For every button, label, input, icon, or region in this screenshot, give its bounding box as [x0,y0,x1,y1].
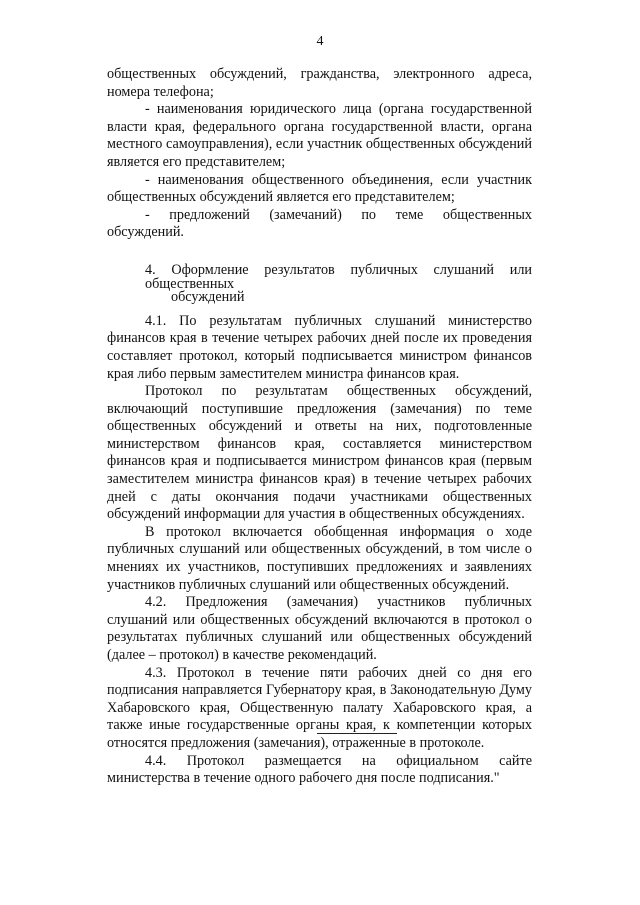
section-heading [107,261,532,306]
paragraph-continuation: общественных обсуждений, гражданства, электронного адреса, номера телефона; [107,66,532,100]
paragraph-4-1: 4.1. По результатам публичных слушаний министерство финансов края в течение четырех рабочих дней после их проведения составляет протокол, который подписывается министром финансов края либо первым заместителем министра финансов края. [107,312,532,382]
paragraph-4-3: 4.3. Протокол в течение пяти рабочих дней со дня его подписания направляется Губернатору края, в Законодательную Думу Хабаровского края, Общественную палату Хабаровского края, а также иные государственные органы края, к компетенции которых относятся предложения (замечания), отраженные в протоколе. [107,664,532,751]
document-body [107,66,532,788]
end-divider [317,733,397,734]
paragraph-protocol-content: В протокол включается обобщенная информация о ходе публичных слушаний или общественных обсуждений, в том числе о мнениях их участников, поступивших предложениях и заявлениях участников публичных слушаний или общественных обсуждений. [107,523,532,593]
list-item-legal-entity: - наименования юридического лица (органа государственной власти края, федерального органа государственной власти, органа местного самоуправления), если участник общественных обсуждений является его представителем; [107,101,532,170]
list-item-public-association: - наименования общественного объединения, если участник общественных обсуждений является его представителем; [107,171,532,206]
list-item-proposals: - предложений (замечаний) по теме общественных обсуждений. [107,206,532,241]
paragraph-protocol-discussions: Протокол по результатам общественных обсуждений, включающий поступившие предложения (замечания) по теме общественных обсуждений и ответы на них, подготовленные министерством финансов края, составляется министерством финансов края и подписывается министром финансов края (первым заместителем министра финансов края) в течение четырех рабочих дней с даты окончания подачи участниками общественных обсуждений информации для участия в общественных обсуждениях. [107,383,532,523]
paragraph-4-4: 4.4. Протокол размещается на официальном сайте министерства в течение одного рабочего дня после подписания." [107,752,532,787]
section-heading-line2: обсуждений [171,289,245,306]
paragraph-4-2: 4.2. Предложения (замечания) участников публичных слушаний или общественных обсуждений включаются в протокол о результатах публичных слушаний или общественных обсуждений (далее – протокол) в качестве рекомендаций. [107,594,532,663]
section-heading-line1: 4. Оформление результатов публичных слушаний или общественных [145,261,532,292]
page-number: 4 [316,34,324,49]
